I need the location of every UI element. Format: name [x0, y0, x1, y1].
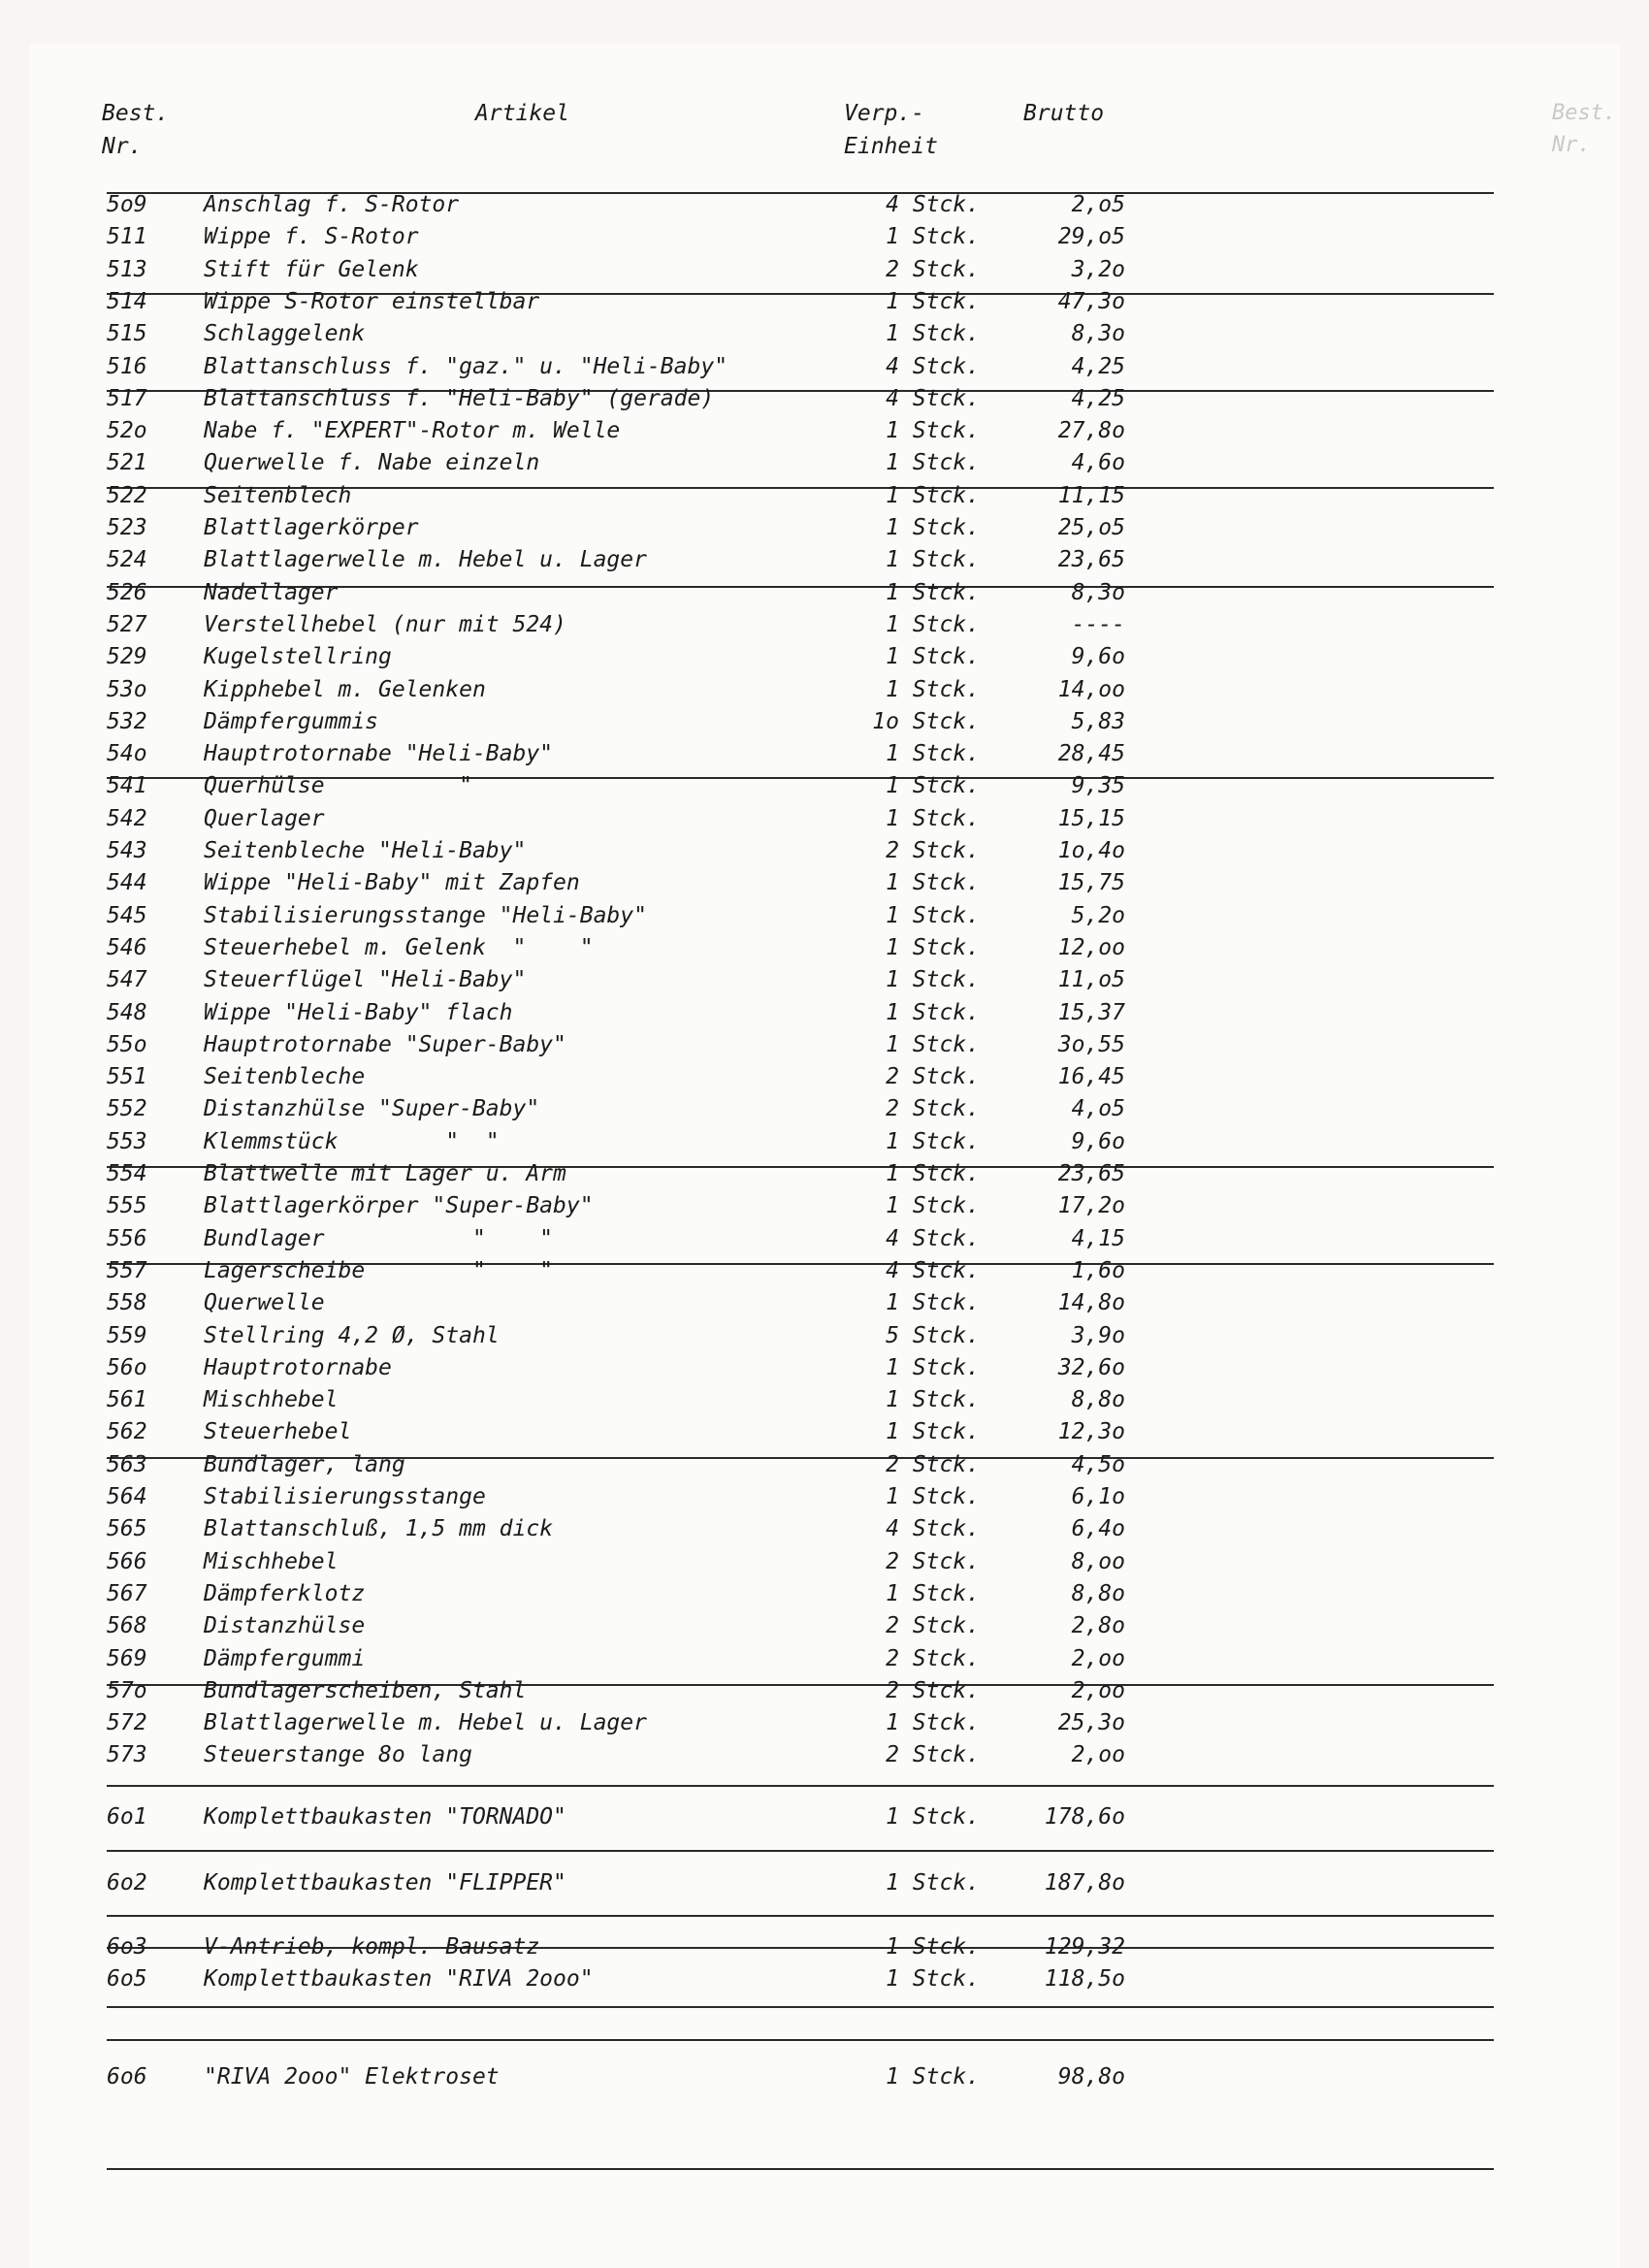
item-number: 548 — [107, 999, 147, 1025]
item-unit: 1 Stck. — [886, 547, 980, 573]
item-number: 52o — [107, 418, 147, 444]
item-unit: 4 Stck. — [886, 1257, 980, 1283]
item-number: 551 — [107, 1064, 147, 1090]
item-price: 2,8o — [1071, 1613, 1125, 1639]
table-row — [0, 1675, 1649, 1707]
item-number: 546 — [107, 934, 147, 960]
item-price: 28,45 — [1057, 741, 1125, 767]
table-row — [0, 1643, 1649, 1675]
item-unit: 5 Stck. — [886, 1322, 980, 1348]
table-row — [0, 221, 1649, 253]
item-price: 29,o5 — [1057, 224, 1125, 250]
bleed-nr: Nr. — [1552, 133, 1591, 157]
table-row — [0, 1610, 1649, 1642]
item-article: Bundlager, lang — [204, 1451, 405, 1477]
item-price: 3,9o — [1071, 1322, 1125, 1348]
table-row — [0, 1739, 1649, 1771]
item-price: 2,o5 — [1071, 192, 1125, 217]
item-price: 47,3o — [1057, 288, 1125, 314]
item-unit: 2 Stck. — [886, 1613, 980, 1639]
item-number: 55o — [107, 1031, 147, 1057]
item-number: 565 — [107, 1516, 147, 1542]
item-article: Stellring 4,2 Ø, Stahl — [204, 1322, 500, 1348]
item-article: Querwelle — [204, 1290, 325, 1316]
item-article: V-Antrieb, kompl. Bausatz — [204, 1934, 540, 1960]
item-number: 573 — [107, 1742, 147, 1768]
item-article: Dämpfergummi — [204, 1645, 366, 1671]
item-article: Nabe f. "EXPERT"-Rotor m. Welle — [204, 418, 621, 444]
item-number: 6o2 — [107, 1870, 147, 1895]
table-row — [0, 1029, 1649, 1061]
item-price: 9,35 — [1071, 773, 1125, 799]
row-divider — [107, 2039, 1494, 2041]
item-unit: 1 Stck. — [886, 1484, 980, 1509]
item-number: 5o9 — [107, 192, 147, 217]
item-article: Lagerscheibe " " — [204, 1257, 554, 1283]
item-unit: 2 Stck. — [886, 1096, 980, 1122]
row-divider — [107, 1785, 1494, 1787]
table-row — [0, 1578, 1649, 1610]
item-article: Anschlag f. S-Rotor — [204, 192, 460, 217]
table-row — [0, 1513, 1649, 1545]
item-price: 32,6o — [1057, 1354, 1125, 1380]
item-unit: 2 Stck. — [886, 256, 980, 282]
item-article: Wippe "Heli-Baby" mit Zapfen — [204, 870, 580, 896]
item-number: 567 — [107, 1580, 147, 1606]
item-price: 6,1o — [1071, 1484, 1125, 1509]
item-number: 552 — [107, 1096, 147, 1122]
item-price: 14,oo — [1057, 676, 1125, 702]
item-article: Verstellhebel (nur mit 524) — [204, 611, 566, 637]
item-article: Wippe S-Rotor einstellbar — [204, 288, 540, 314]
item-unit: 1 Stck. — [886, 515, 980, 540]
item-unit: 1 Stck. — [886, 611, 980, 637]
item-article: "RIVA 2ooo" Elektroset — [204, 2064, 500, 2090]
item-article: Komplettbaukasten "RIVA 2ooo" — [204, 1966, 594, 1992]
item-article: Seitenbleche "Heli-Baby" — [204, 838, 527, 863]
item-price: 11,o5 — [1057, 967, 1125, 993]
table-row — [0, 2061, 1649, 2093]
table-row — [0, 1190, 1649, 1222]
item-number: 526 — [107, 579, 147, 605]
item-number: 568 — [107, 1613, 147, 1639]
table-row — [0, 867, 1649, 899]
table-row — [0, 803, 1649, 835]
item-price: 1o,4o — [1057, 838, 1125, 863]
table-row — [0, 1449, 1649, 1481]
item-number: 529 — [107, 644, 147, 670]
item-number: 563 — [107, 1451, 147, 1477]
item-price: 6,4o — [1071, 1516, 1125, 1542]
item-price: 129,32 — [1044, 1934, 1125, 1960]
table-row — [0, 997, 1649, 1029]
item-number: 57o — [107, 1677, 147, 1703]
item-number: 527 — [107, 611, 147, 637]
item-article: Steuerstange 8o lang — [204, 1742, 472, 1768]
item-article: Stabilisierungsstange "Heli-Baby" — [204, 902, 647, 928]
item-number: 524 — [107, 547, 147, 573]
item-unit: 1 Stck. — [886, 934, 980, 960]
table-row — [0, 1158, 1649, 1190]
item-price: 2,oo — [1071, 1677, 1125, 1703]
table-row — [0, 1061, 1649, 1093]
item-number: 559 — [107, 1322, 147, 1348]
item-price: 25,3o — [1057, 1710, 1125, 1736]
item-number: 562 — [107, 1419, 147, 1445]
item-price: 187,8o — [1044, 1870, 1125, 1895]
item-article: Wippe "Heli-Baby" flach — [204, 999, 513, 1025]
item-number: 555 — [107, 1193, 147, 1219]
item-article: Blattanschluss f. "Heli-Baby" (gerade) — [204, 385, 715, 411]
item-price: 4,o5 — [1071, 1096, 1125, 1122]
item-number: 556 — [107, 1225, 147, 1251]
item-price: 4,5o — [1071, 1451, 1125, 1477]
table-row — [0, 706, 1649, 738]
table-row — [0, 1963, 1649, 1995]
table-row — [0, 835, 1649, 867]
table-row — [0, 674, 1649, 706]
item-unit: 4 Stck. — [886, 353, 980, 379]
item-number: 6o5 — [107, 1966, 147, 1992]
item-unit: 2 Stck. — [886, 1742, 980, 1768]
item-article: Seitenbleche — [204, 1064, 366, 1090]
header-nr-line2: Nr. — [102, 134, 143, 159]
item-price: 9,6o — [1071, 644, 1125, 670]
item-price: 3,2o — [1071, 256, 1125, 282]
item-unit: 1 Stck. — [886, 870, 980, 896]
item-number: 561 — [107, 1387, 147, 1413]
header-unit-line2: Einheit — [844, 134, 938, 159]
table-row — [0, 286, 1649, 318]
table-row — [0, 447, 1649, 479]
table-row — [0, 641, 1649, 673]
item-article: Blattanschluss f. "gaz." u. "Heli-Baby" — [204, 353, 728, 379]
table-row — [0, 1320, 1649, 1352]
item-article: Querwelle f. Nabe einzeln — [204, 450, 540, 476]
table-row — [0, 415, 1649, 447]
item-unit: 1 Stck. — [886, 1161, 980, 1186]
row-divider — [107, 2168, 1494, 2170]
item-price: 16,45 — [1057, 1064, 1125, 1090]
item-number: 54o — [107, 741, 147, 767]
item-article: Kipphebel m. Gelenken — [204, 676, 486, 702]
table-row — [0, 480, 1649, 512]
item-unit: 4 Stck. — [886, 1225, 980, 1251]
item-unit: 1 Stck. — [886, 1387, 980, 1413]
table-row — [0, 351, 1649, 383]
item-number: 553 — [107, 1128, 147, 1154]
item-article: Blattlagerkörper — [204, 515, 419, 540]
item-article: Mischhebel — [204, 1548, 339, 1574]
item-price: 15,75 — [1057, 870, 1125, 896]
table-row — [0, 512, 1649, 544]
table-row — [0, 1707, 1649, 1739]
item-article: Wippe f. S-Rotor — [204, 224, 419, 250]
item-article: Dämpferklotz — [204, 1580, 366, 1606]
item-price: 25,o5 — [1057, 515, 1125, 540]
item-number: 514 — [107, 288, 147, 314]
item-unit: 1 Stck. — [886, 741, 980, 767]
table-row — [0, 1416, 1649, 1448]
item-unit: 1 Stck. — [886, 773, 980, 799]
item-article: Seitenblech — [204, 482, 352, 508]
item-unit: 1 Stck. — [886, 1710, 980, 1736]
item-price: 11,15 — [1057, 482, 1125, 508]
item-price: ---- — [1071, 611, 1125, 637]
item-number: 572 — [107, 1710, 147, 1736]
item-number: 544 — [107, 870, 147, 896]
table-row — [0, 1546, 1649, 1578]
item-price: 2,oo — [1071, 1645, 1125, 1671]
item-unit: 4 Stck. — [886, 1516, 980, 1542]
item-number: 566 — [107, 1548, 147, 1574]
item-unit: 1 Stck. — [886, 1419, 980, 1445]
table-row — [0, 1287, 1649, 1319]
item-article: Steuerflügel "Heli-Baby" — [204, 967, 527, 993]
item-unit: 1o Stck. — [872, 708, 980, 734]
table-row — [0, 770, 1649, 802]
item-unit: 1 Stck. — [886, 1804, 980, 1830]
item-article: Querlager — [204, 805, 325, 831]
item-unit: 1 Stck. — [886, 224, 980, 250]
item-number: 511 — [107, 224, 147, 250]
item-price: 1,6o — [1071, 1257, 1125, 1283]
item-price: 178,6o — [1044, 1804, 1125, 1830]
item-number: 557 — [107, 1257, 147, 1283]
item-number: 541 — [107, 773, 147, 799]
item-unit: 1 Stck. — [886, 999, 980, 1025]
item-price: 5,2o — [1071, 902, 1125, 928]
item-number: 523 — [107, 515, 147, 540]
item-price: 2,oo — [1071, 1742, 1125, 1768]
item-number: 56o — [107, 1354, 147, 1380]
table-row — [0, 1093, 1649, 1125]
item-number: 53o — [107, 676, 147, 702]
item-price: 12,3o — [1057, 1419, 1125, 1445]
table-row — [0, 1481, 1649, 1513]
item-unit: 1 Stck. — [886, 902, 980, 928]
item-article: Blattlagerkörper "Super-Baby" — [204, 1193, 594, 1219]
item-unit: 4 Stck. — [886, 192, 980, 217]
table-row — [0, 318, 1649, 350]
header-nr-line1: Best. — [102, 101, 170, 126]
header-unit-line1: Verp.- — [844, 101, 925, 126]
item-price: 4,25 — [1071, 385, 1125, 411]
item-unit: 2 Stck. — [886, 1064, 980, 1090]
item-number: 569 — [107, 1645, 147, 1671]
item-number: 522 — [107, 482, 147, 508]
item-number: 554 — [107, 1161, 147, 1186]
item-article: Dämpfergummis — [204, 708, 379, 734]
item-unit: 1 Stck. — [886, 482, 980, 508]
item-number: 545 — [107, 902, 147, 928]
item-price: 15,37 — [1057, 999, 1125, 1025]
item-unit: 1 Stck. — [886, 321, 980, 347]
item-article: Komplettbaukasten "FLIPPER" — [204, 1870, 566, 1895]
item-price: 4,6o — [1071, 450, 1125, 476]
item-article: Klemmstück " " — [204, 1128, 500, 1154]
item-number: 6o1 — [107, 1804, 147, 1830]
table-row — [0, 738, 1649, 770]
table-row — [0, 1931, 1649, 1963]
item-unit: 1 Stck. — [886, 1193, 980, 1219]
item-article: Stabilisierungsstange — [204, 1484, 486, 1509]
item-article: Bundlagerscheiben, Stahl — [204, 1677, 527, 1703]
item-unit: 4 Stck. — [886, 385, 980, 411]
table-row — [0, 932, 1649, 964]
item-number: 543 — [107, 838, 147, 863]
item-article: Querhülse " — [204, 773, 472, 799]
bleed-best: Best. — [1552, 101, 1617, 125]
table-row — [0, 1801, 1649, 1833]
table-row — [0, 1352, 1649, 1384]
table-row — [0, 900, 1649, 932]
item-number: 516 — [107, 353, 147, 379]
item-unit: 1 Stck. — [886, 1966, 980, 1992]
item-price: 12,oo — [1057, 934, 1125, 960]
item-article: Bundlager " " — [204, 1225, 554, 1251]
item-price: 118,5o — [1044, 1966, 1125, 1992]
item-price: 8,8o — [1071, 1580, 1125, 1606]
item-number: 542 — [107, 805, 147, 831]
item-price: 3o,55 — [1057, 1031, 1125, 1057]
item-price: 9,6o — [1071, 1128, 1125, 1154]
item-unit: 1 Stck. — [886, 1870, 980, 1895]
item-article: Komplettbaukasten "TORNADO" — [204, 1804, 566, 1830]
item-price: 4,15 — [1071, 1225, 1125, 1251]
table-row — [0, 1126, 1649, 1158]
item-number: 513 — [107, 256, 147, 282]
table-row — [0, 383, 1649, 415]
item-article: Blattanschluß, 1,5 mm dick — [204, 1516, 554, 1542]
item-article: Blattwelle mit Lager u. Arm — [204, 1161, 566, 1186]
table-row — [0, 1223, 1649, 1255]
table-row — [0, 1867, 1649, 1899]
item-price: 5,83 — [1071, 708, 1125, 734]
item-article: Hauptrotornabe "Heli-Baby" — [204, 741, 554, 767]
item-number: 517 — [107, 385, 147, 411]
item-price: 23,65 — [1057, 547, 1125, 573]
item-number: 547 — [107, 967, 147, 993]
item-unit: 1 Stck. — [886, 644, 980, 670]
item-price: 14,8o — [1057, 1290, 1125, 1316]
item-price: 17,2o — [1057, 1193, 1125, 1219]
item-unit: 1 Stck. — [886, 1354, 980, 1380]
item-unit: 2 Stck. — [886, 1677, 980, 1703]
item-price: 8,oo — [1071, 1548, 1125, 1574]
table-row — [0, 189, 1649, 221]
table-row — [0, 544, 1649, 576]
item-price: 23,65 — [1057, 1161, 1125, 1186]
item-unit: 1 Stck. — [886, 418, 980, 444]
item-unit: 1 Stck. — [886, 1290, 980, 1316]
item-article: Distanzhülse "Super-Baby" — [204, 1096, 540, 1122]
item-number: 558 — [107, 1290, 147, 1316]
item-article: Blattlagerwelle m. Hebel u. Lager — [204, 1710, 647, 1736]
item-article: Blattlagerwelle m. Hebel u. Lager — [204, 547, 647, 573]
row-divider — [107, 1850, 1494, 1852]
header-article: Artikel — [475, 101, 569, 126]
item-unit: 1 Stck. — [886, 450, 980, 476]
item-article: Distanzhülse — [204, 1613, 366, 1639]
table-row — [0, 577, 1649, 609]
item-price: 98,8o — [1057, 2064, 1125, 2090]
item-article: Schlaggelenk — [204, 321, 366, 347]
item-unit: 2 Stck. — [886, 1451, 980, 1477]
item-price: 27,8o — [1057, 418, 1125, 444]
item-article: Nadellager — [204, 579, 339, 605]
item-article: Steuerhebel m. Gelenk " " — [204, 934, 594, 960]
table-row — [0, 254, 1649, 286]
item-price: 8,3o — [1071, 321, 1125, 347]
item-price: 8,3o — [1071, 579, 1125, 605]
item-number: 515 — [107, 321, 147, 347]
row-divider — [107, 2006, 1494, 2008]
item-unit: 2 Stck. — [886, 838, 980, 863]
item-number: 6o6 — [107, 2064, 147, 2090]
table-row — [0, 964, 1649, 996]
item-unit: 1 Stck. — [886, 967, 980, 993]
row-divider — [107, 1915, 1494, 1917]
table-row — [0, 1255, 1649, 1287]
item-unit: 1 Stck. — [886, 676, 980, 702]
item-unit: 2 Stck. — [886, 1548, 980, 1574]
item-article: Steuerhebel — [204, 1419, 352, 1445]
item-number: 6o3 — [107, 1934, 147, 1960]
header-price: Brutto — [1023, 101, 1105, 126]
item-number: 564 — [107, 1484, 147, 1509]
item-article: Hauptrotornabe — [204, 1354, 392, 1380]
item-number: 521 — [107, 450, 147, 476]
table-row — [0, 1384, 1649, 1416]
table-row — [0, 609, 1649, 641]
item-unit: 1 Stck. — [886, 1128, 980, 1154]
item-article: Kugelstellring — [204, 644, 392, 670]
item-article: Stift für Gelenk — [204, 256, 419, 282]
item-unit: 1 Stck. — [886, 1580, 980, 1606]
item-unit: 1 Stck. — [886, 2064, 980, 2090]
item-unit: 1 Stck. — [886, 579, 980, 605]
item-price: 4,25 — [1071, 353, 1125, 379]
item-unit: 1 Stck. — [886, 1934, 980, 1960]
item-number: 532 — [107, 708, 147, 734]
item-article: Hauptrotornabe "Super-Baby" — [204, 1031, 566, 1057]
item-unit: 1 Stck. — [886, 288, 980, 314]
item-unit: 1 Stck. — [886, 805, 980, 831]
item-article: Mischhebel — [204, 1387, 339, 1413]
item-price: 15,15 — [1057, 805, 1125, 831]
item-unit: 2 Stck. — [886, 1645, 980, 1671]
item-unit: 1 Stck. — [886, 1031, 980, 1057]
item-price: 8,8o — [1071, 1387, 1125, 1413]
